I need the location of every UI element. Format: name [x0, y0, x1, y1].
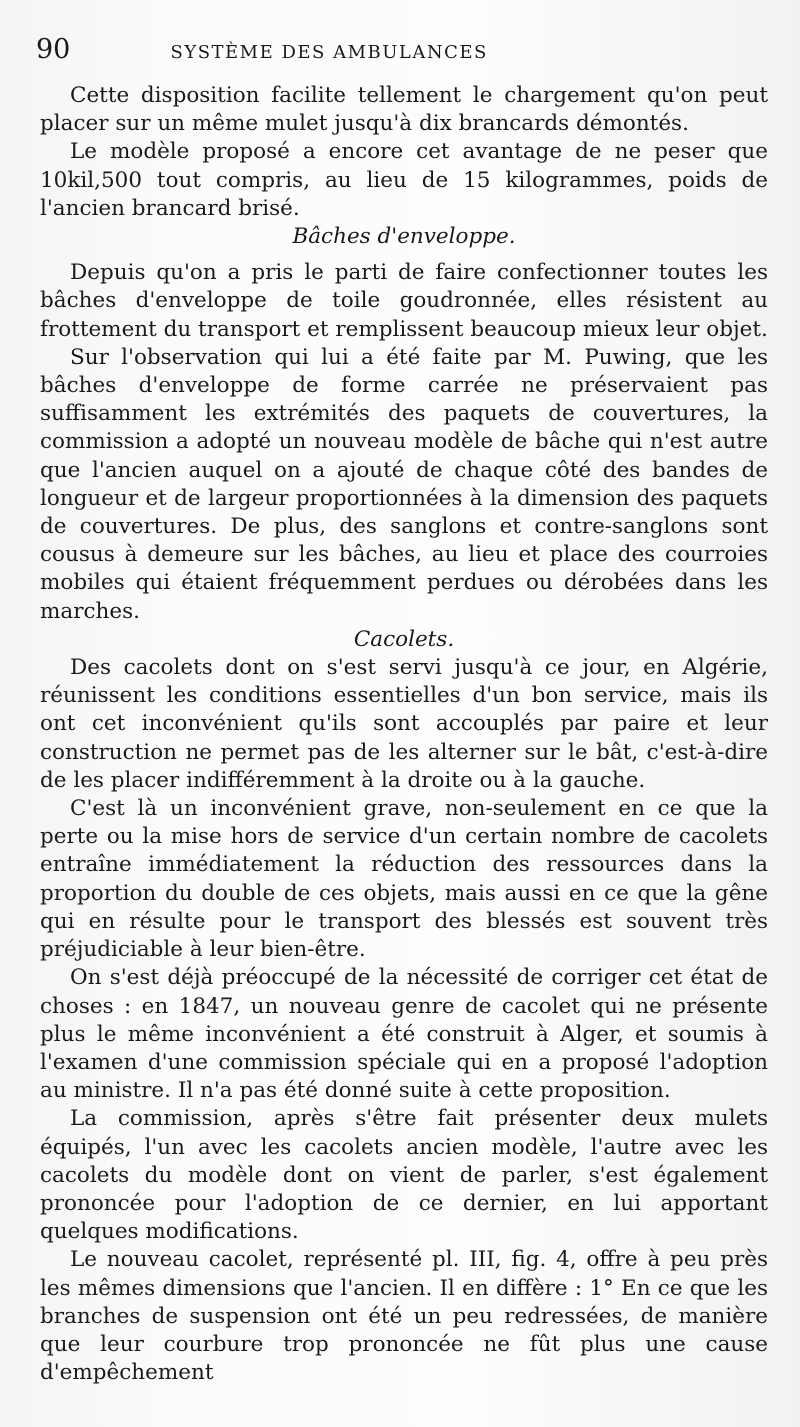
paragraph-1: Cette disposition facilite tellement le chargement qu'on peut placer sur un même mulet jusqu'à dix brancards démontés.	[40, 83, 768, 137]
page-number: 90	[36, 34, 71, 65]
paragraph-7: On s'est déjà préoccupé de la nécessité de corriger cet état de choses : en 1847, un nouveau genre de cacolet qui ne présente plus le même inconvénient a été construit à Alger, et soumis à l'examen d'une commission spéciale qui en a proposé l'adoption au ministre. Il n'a pas été donné suite à cette proposition.	[40, 965, 768, 1104]
page-header	[36, 34, 768, 74]
paragraph-4: Sur l'observation qui lui a été faite par M. Puwing, que les bâches d'enveloppe de forme carrée ne préservaient pas suffisamment les extrémités des paquets de couvertures, la commission a adopté un nouveau modèle de bâche qui n'est autre que l'ancien auquel on a ajouté de chaque côté des bandes de longueur et de largeur proportionnées à la dimension des paquets de couvertures. De plus, des sanglons et contre-sanglons sont cousus à demeure sur les bâches, au lieu et place des courroies mobiles qui étaient fréquemment perdues ou dérobées dans les marches.	[40, 344, 768, 624]
page-body	[40, 82, 768, 1387]
paragraph-3: Depuis qu'on a pris le parti de faire confectionner toutes les bâches d'enveloppe de toile goudronnée, elles résistent au frottement du transport et remplissent beaucoup mieux leur objet.	[40, 260, 768, 342]
section-heading-baches: Bâches d'enveloppe.	[292, 224, 516, 250]
paragraph-2: Le modèle proposé a encore cet avantage de ne peser que 10kil,500 tout compris, au lieu de 15 kilogrammes, poids de l'ancien brancard brisé.	[40, 139, 768, 221]
paragraph-5: Des cacolets dont on s'est servi jusqu'à ce jour, en Algérie, réunissent les conditions essentielles d'un bon service, mais ils ont cet inconvénient qu'ils sont accouplés par paire et leur construction ne permet pas de les alterner sur le bât, c'est-à-dire de les placer indifféremment à la droite ou à la gauche.	[40, 655, 768, 793]
running-head: SYSTÈME DES AMBULANCES	[170, 42, 488, 63]
paragraph-9: Le nouveau cacolet, représenté pl. III, fig. 4, offre à peu près les mêmes dimensions que l'ancien. Il en diffère : 1° En ce que les branches de suspension ont été un peu redressées, de manière que leur courbure trop prononcée ne fût plus une cause d'empêchement	[40, 1247, 768, 1386]
paragraph-8: La commission, après s'être fait présenter deux mulets équipés, l'un avec les cacolets ancien modèle, l'autre avec les cacolets du modèle dont on vient de parler, s'est également prononcée pour l'adoption de ce dernier, en lui apportant quelques modifications.	[40, 1106, 768, 1245]
paragraph-6: C'est là un inconvénient grave, non-seulement en ce que la perte ou la mise hors de service d'un certain nombre de cacolets entraîne immédiatement la réduction des ressources dans la proportion du double de ces objets, mais aussi en ce que la gêne qui en résulte pour le transport des blessés est souvent très préjudiciable à leur bien-être.	[40, 796, 768, 963]
section-heading-cacolets: Cacolets.	[353, 626, 455, 652]
